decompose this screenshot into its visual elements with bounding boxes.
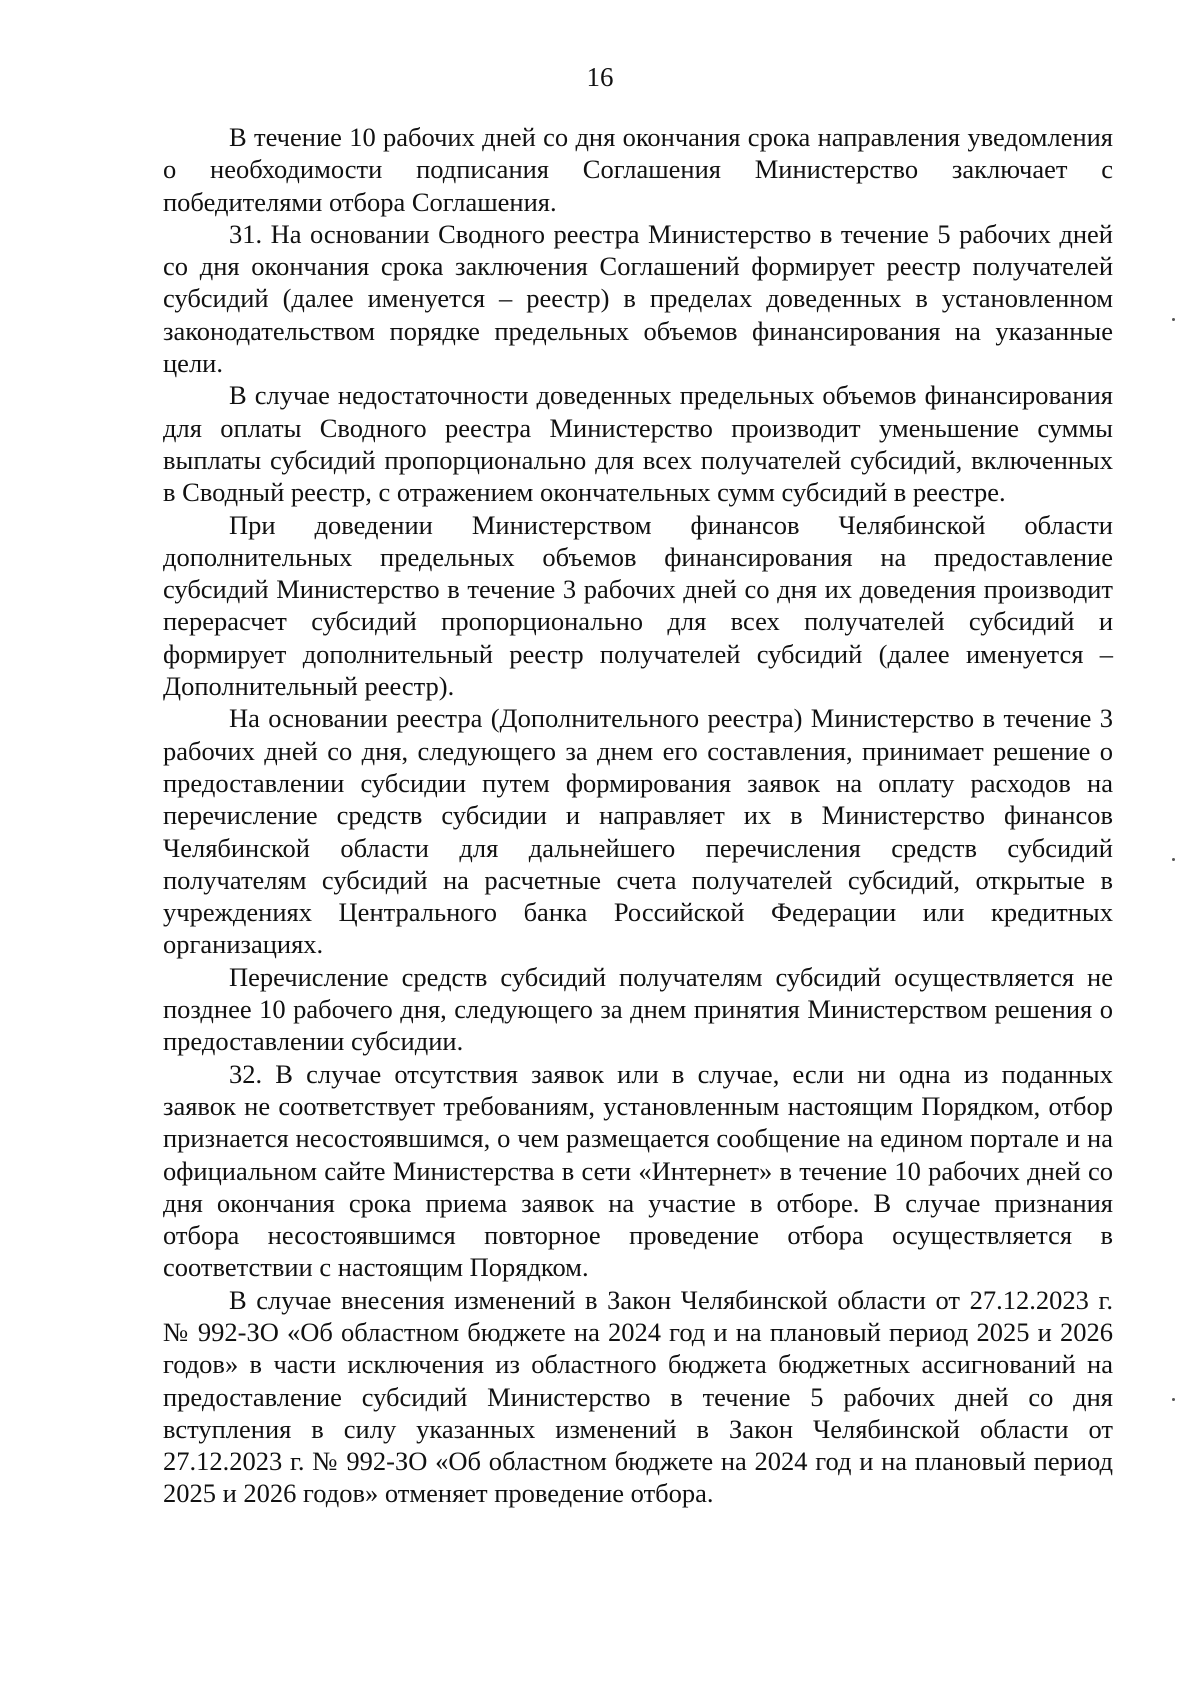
paragraph-additional-funding: При доведении Министерством финансов Челябинской области дополнительных предельных объемов финансирования на предоставление субсидий Министерство в течение 3 рабочих дней со дня их доведения производит перерасчет субсидий пропорционально для всех получателей субсидий и формирует дополнительный реестр получателей субсидий (далее именуется – Дополнительный реестр). — [163, 509, 1113, 702]
paragraph-law-amendment: В случае внесения изменений в Закон Челябинской области от 27.12.2023 г. № 992-ЗО «Об областном бюджете на 2024 год и на плановый период 2025 и 2026 годов» в части исключения из областного бюджета бюджетных ассигнований на предоставление субсидий Министерство в течение 5 рабочих дней со дня вступления в силу указанных изменений в Закон Челябинской области от 27.12.2023 г. № 992-ЗО «Об областном бюджете на 2024 год и на плановый период 2025 и 2026 годов» отменяет проведение отбора. — [163, 1284, 1113, 1509]
paragraph-32-failed-selection: 32. В случае отсутствия заявок или в случае, если ни одна из поданных заявок не соответствует требованиям, установленным настоящим Порядком, отбор признается несостоявшимся, о чем размещается сообщение на едином портале и на официальном сайте Министерства в сети «Интернет» в течение 10 рабочих дней со дня окончания срока приема заявок на участие в отборе. В случае признания отбора несостоявшимся повторное проведение отбора осуществляется в соответствии с настоящим Порядком. — [163, 1058, 1113, 1283]
scan-speck — [1172, 1398, 1175, 1401]
scan-speck — [1172, 858, 1175, 861]
document-body — [163, 121, 1113, 1510]
paragraph-agreement-signing: В течение 10 рабочих дней со дня окончания срока направления уведомления о необходимости подписания Соглашения Министерство заключает с победителями отбора Соглашения. — [163, 122, 1113, 217]
scan-speck — [1172, 318, 1175, 321]
page-number: 16 — [586, 62, 614, 92]
paragraph-insufficient-funding: В случае недостаточности доведенных предельных объемов финансирования для оплаты Сводного реестра Министерство производит уменьшение суммы выплаты субсидий пропорционально для всех получателей субсидий, включенных в Сводный реестр, с отражением окончательных сумм субсидий в реестре. — [163, 380, 1113, 508]
paragraph-transfer-deadline: Перечисление средств субсидий получателям субсидий осуществляется не позднее 10 рабочего дня, следующего за днем принятия Министерством решения о предоставлении субсидии. — [163, 961, 1113, 1057]
paragraph-payment-decision: На основании реестра (Дополнительного реестра) Министерство в течение 3 рабочих дней со дня, следующего за днем его составления, принимает решение о предоставлении субсидии путем формирования заявок на оплату расходов на перечисление средств субсидии и направляет их в Министерство финансов Челябинской области для дальнейшего перечисления средств субсидий получателям субсидий на расчетные счета получателей субсидий, открытые в учреждениях Центрального банка Российской Федерации или кредитных организациях. — [163, 703, 1113, 960]
paragraph-31-registry: 31. На основании Сводного реестра Министерство в течение 5 рабочих дней со дня окончания срока заключения Соглашений формирует реестр получателей субсидий (далее именуется – реестр) в пределах доведенных в установленном законодательством порядке предельных объемов финансирования на указанные цели. — [163, 218, 1113, 379]
